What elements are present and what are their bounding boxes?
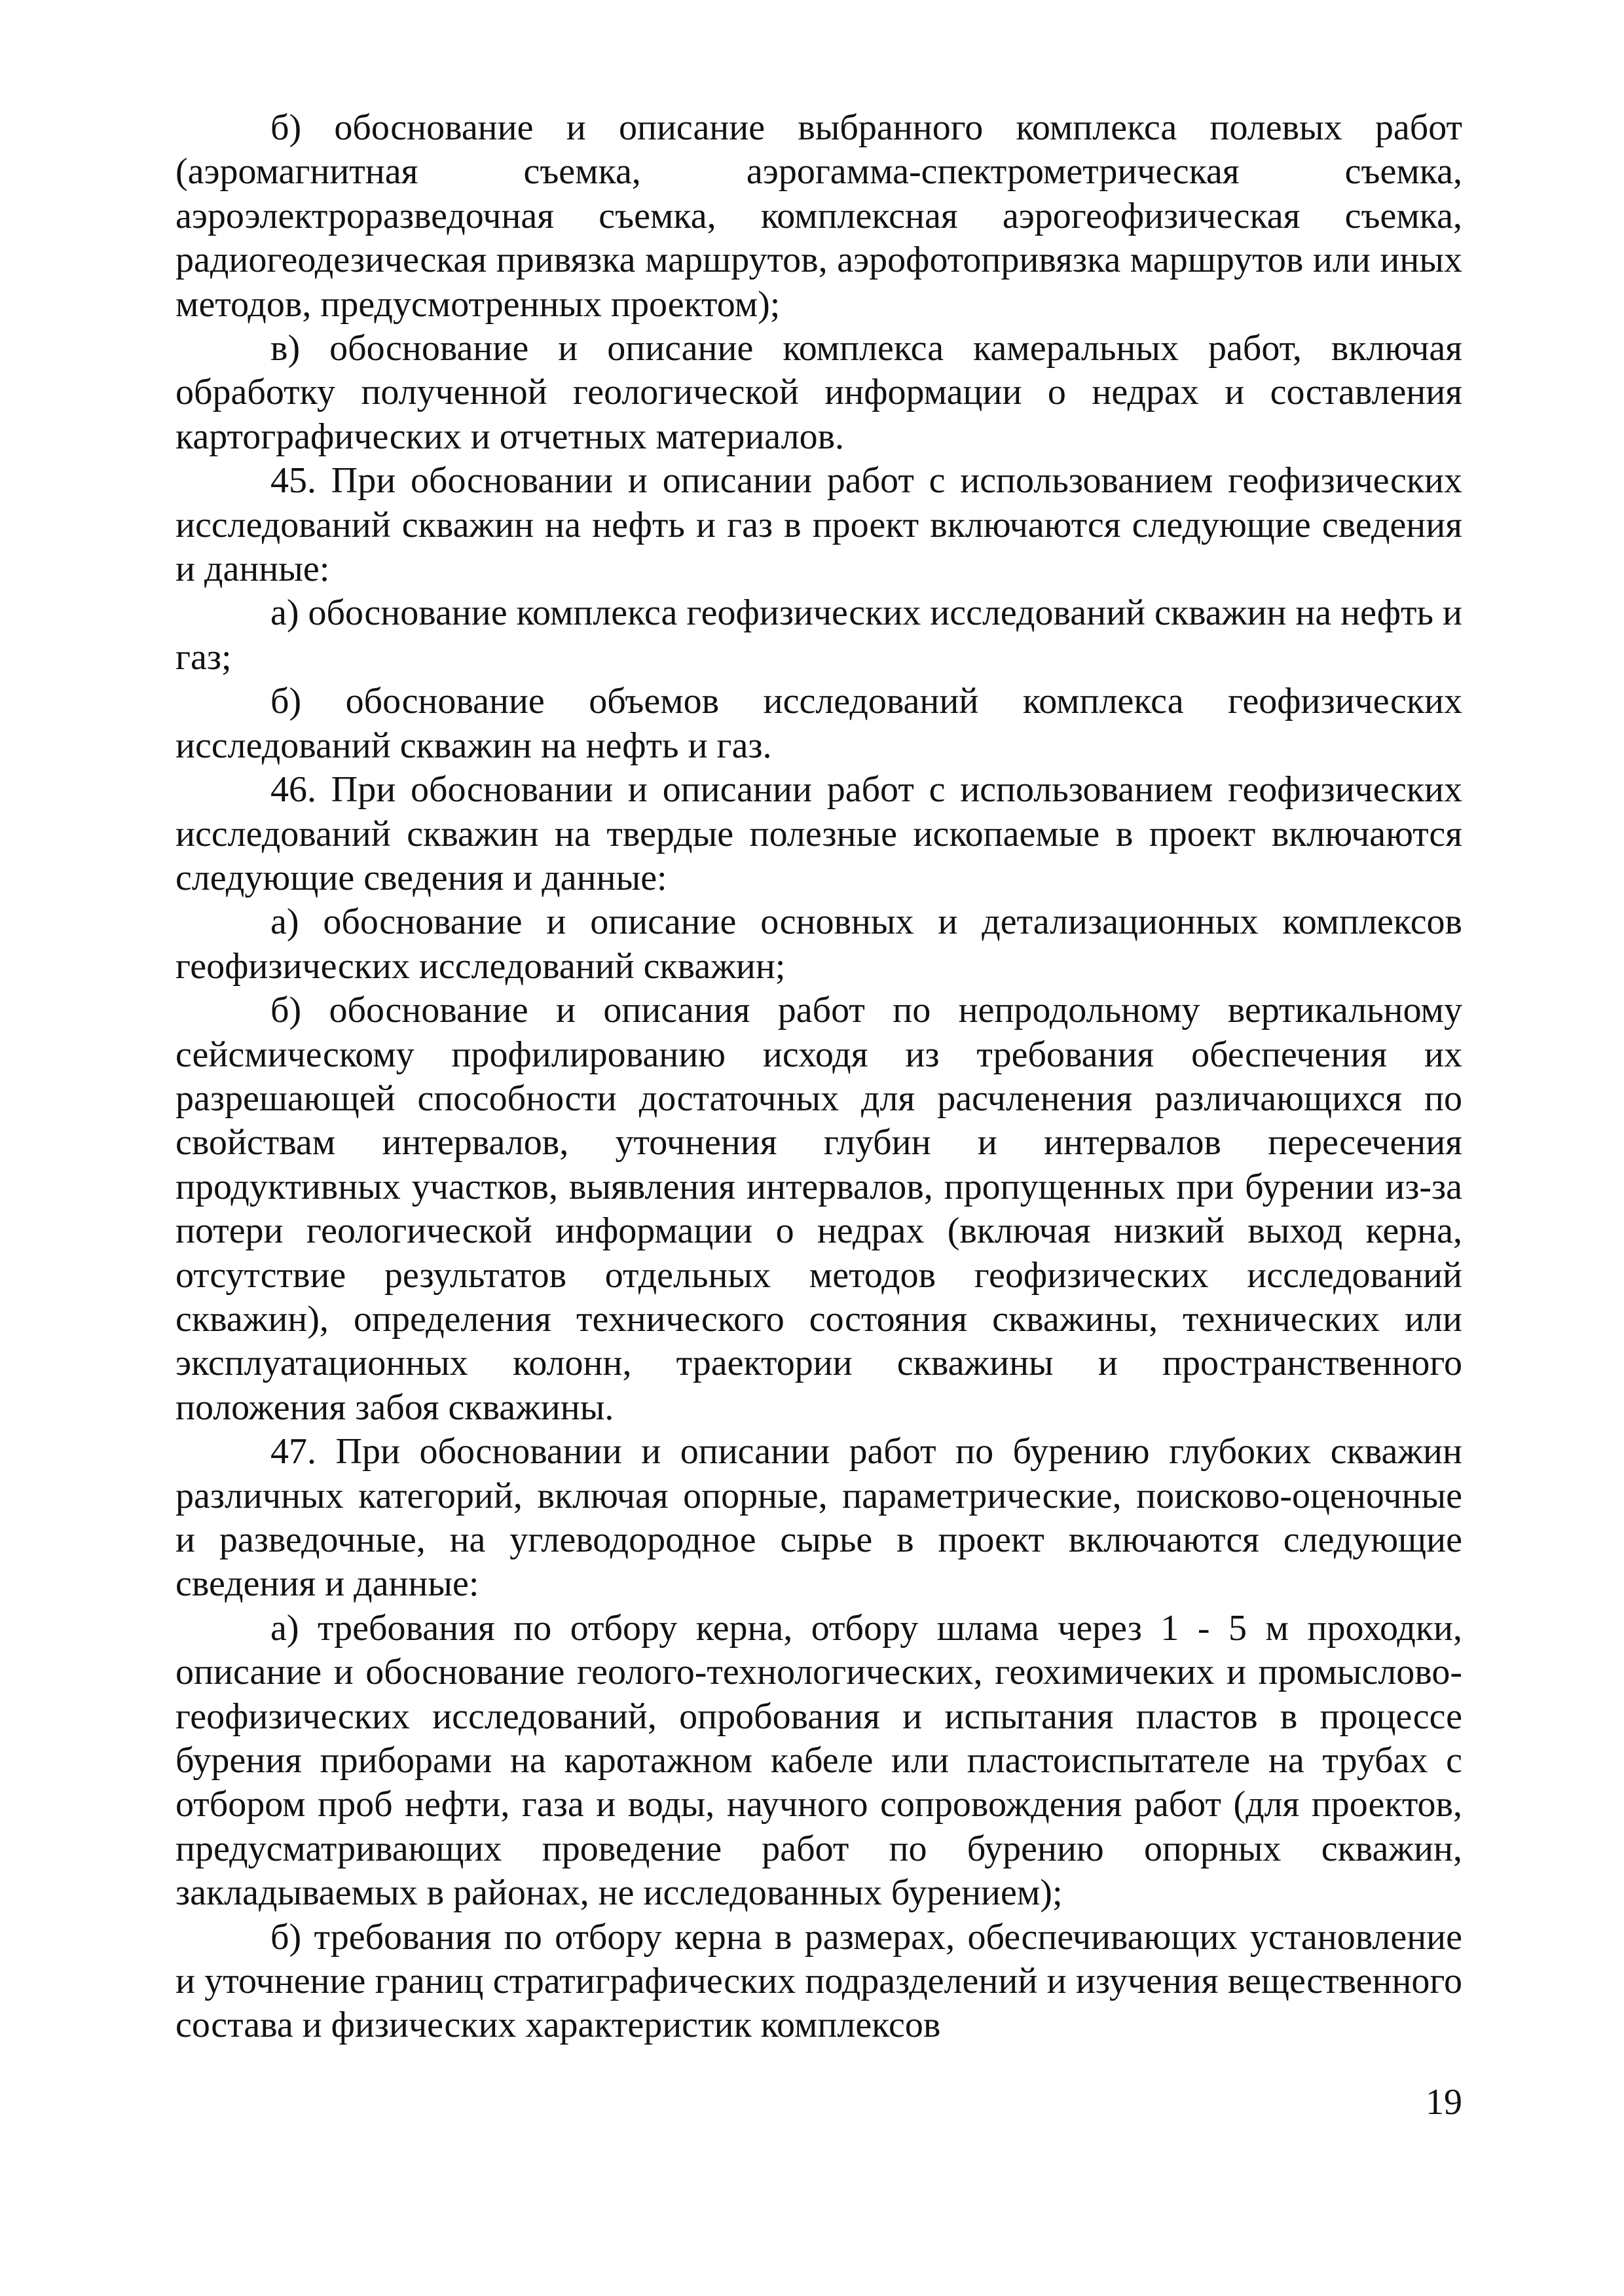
paragraph-45-a: а) обоснование комплекса геофизических исследований скважин на нефть и газ; xyxy=(175,592,1462,678)
paragraph-47-intro: 47. При обосновании и описании работ по бурению глубоких скважин различных категорий, включая опорные, параметрические, поисково-оценочные и разведочные, на углеводородное сырье в проект включаются следующие сведения и данные: xyxy=(175,1431,1462,1605)
document-body xyxy=(175,106,1462,2048)
paragraph-46-intro: 46. При обосновании и описании работ с использованием геофизических исследований скважин на твердые полезные ископаемые в проект включаются следующие сведения и данные: xyxy=(175,769,1462,898)
paragraph-46-b: б) обоснование и описания работ по непродольному вертикальному сейсмическому профилированию исходя из требования обеспечения их разрешающей способности достаточных для расчленения различающихся по свойствам интервалов, уточнения глубин и интервалов пересечения продуктивных участков, выявления интервалов, пропущенных при бурении из-за потери геологической информации о недрах (включая низкий выход керна, отсутствие результатов отдельных методов геофизических исследований скважин), определения технического состояния скважины, технических или эксплуатационных колонн, траектории скважины и пространственного положения забоя скважины. xyxy=(175,990,1462,1428)
paragraph-47-b: б) требования по отбору керна в размерах, обеспечивающих установление и уточнение границ стратиграфических подразделений и изучения вещественного состава и физических характеристик комплексов xyxy=(175,1916,1462,2046)
paragraph-45-b: б) обоснование объемов исследований комплекса геофизических исследований скважин на нефть и газ. xyxy=(175,681,1462,766)
paragraph-46-a: а) обоснование и описание основных и детализационных комплексов геофизических исследований скважин; xyxy=(175,902,1462,987)
page-number: 19 xyxy=(1426,2082,1462,2123)
paragraph-v-desk-works: в) обоснование и описание комплекса камеральных работ, включая обработку полученной геологической информации о недрах и составления картографических и отчетных материалов. xyxy=(175,328,1462,457)
paragraph-b-field-works: б) обоснование и описание выбранного комплекса полевых работ (аэромагнитная съемка, аэрогамма-спектрометрическая съемка, аэроэлектроразведочная съемка, комплексная аэрогеофизическая съемка, радиогеодезическая привязка маршрутов, аэрофотопривязка маршрутов или иных методов, предусмотренных проектом); xyxy=(175,107,1462,325)
paragraph-45-intro: 45. При обосновании и описании работ с использованием геофизических исследований скважин на нефть и газ в проект включаются следующие сведения и данные: xyxy=(175,460,1462,590)
paragraph-47-a: а) требования по отбору керна, отбору шлама через 1 - 5 м проходки, описание и обоснование геолого-технологических, геохимичеких и промыслово-геофизических исследований, опробования и испытания пластов в процессе бурения приборами на каротажном кабеле или пластоиспытателе на трубах с отбором проб нефти, газа и воды, научного сопровождения работ (для проектов, предусматривающих проведение работ по бурению опорных скважин, закладываемых в районах, не исследованных бурением); xyxy=(175,1607,1462,1914)
